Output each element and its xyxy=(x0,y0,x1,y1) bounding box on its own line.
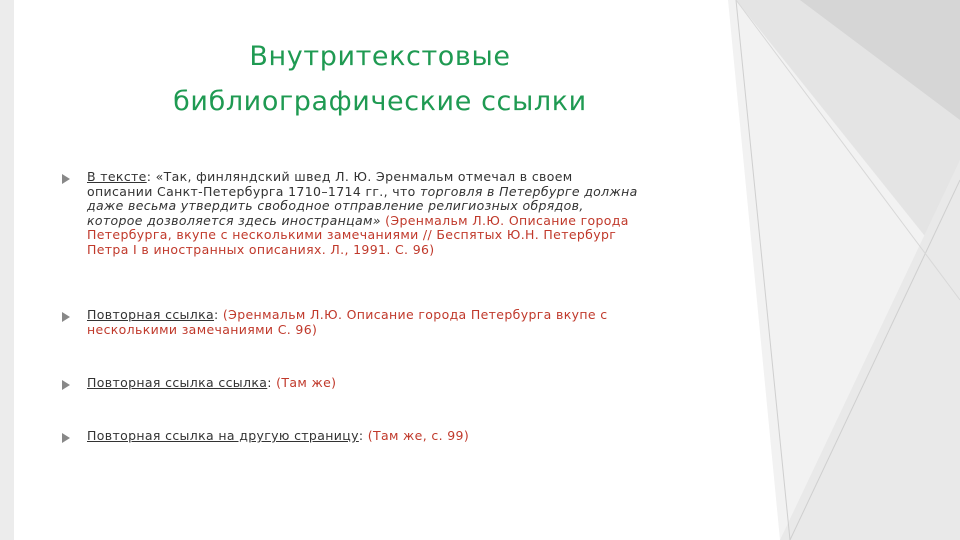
quote-italic-line: даже весьма утвердить свободное отправление религиозных обрядов, xyxy=(87,198,584,214)
reference-text: (Эренмальм Л.Ю. Описание города Петербурга вкупе с xyxy=(222,307,608,322)
text-line xyxy=(87,214,737,229)
text-line xyxy=(87,429,737,444)
bullet-text xyxy=(87,170,737,258)
text-line xyxy=(87,308,737,323)
text-line xyxy=(87,170,737,185)
separator: : xyxy=(214,307,223,322)
bullet-text xyxy=(87,376,737,391)
bullet-text xyxy=(87,308,737,337)
reference-text: (Эренмальм Л.Ю. Описание города xyxy=(380,212,629,228)
bullet-label: Повторная ссылка xyxy=(87,307,215,322)
quote-text: описании Санкт-Петербурга 1710–1714 гг., что xyxy=(87,183,420,199)
triangle-right-icon xyxy=(62,433,70,443)
separator: : xyxy=(358,428,368,443)
text-line xyxy=(87,185,737,200)
bullet-label: В тексте xyxy=(87,169,147,184)
text-line xyxy=(87,376,737,391)
reference-text: (Там же) xyxy=(276,375,337,390)
bullet-label: Повторная ссылка ссылка xyxy=(87,375,268,390)
separator: : xyxy=(267,375,277,390)
quote-italic: торговля в Петербурге должна xyxy=(419,183,638,199)
bullet-text xyxy=(87,429,737,444)
reference-line: Петра I в иностранных описаниях. Л., 1991. С. 96) xyxy=(87,241,435,257)
triangle-right-icon xyxy=(62,380,70,390)
title-line-1: Внутритекстовые xyxy=(249,41,511,72)
bullet-label: Повторная ссылка на другую страницу xyxy=(87,428,359,443)
triangle-right-icon xyxy=(62,174,70,184)
quote-text: «Так, финляндский швед Л. Ю. Эренмальм отмечал в своем xyxy=(155,169,573,184)
triangle-right-icon xyxy=(62,312,70,322)
slide-title xyxy=(120,34,640,124)
separator: : xyxy=(146,169,156,184)
title-line-2: библиографические ссылки xyxy=(173,86,587,117)
reference-line: Петербурга, вкупе с несколькими замечаниями // Беспятых Ю.Н. Петербург xyxy=(87,227,617,243)
quote-italic: которое дозволяется здесь иностранцам» xyxy=(87,212,381,228)
reference-line: несколькими замечаниями С. 96) xyxy=(87,321,318,337)
reference-text: (Там же, с. 99) xyxy=(367,428,470,443)
